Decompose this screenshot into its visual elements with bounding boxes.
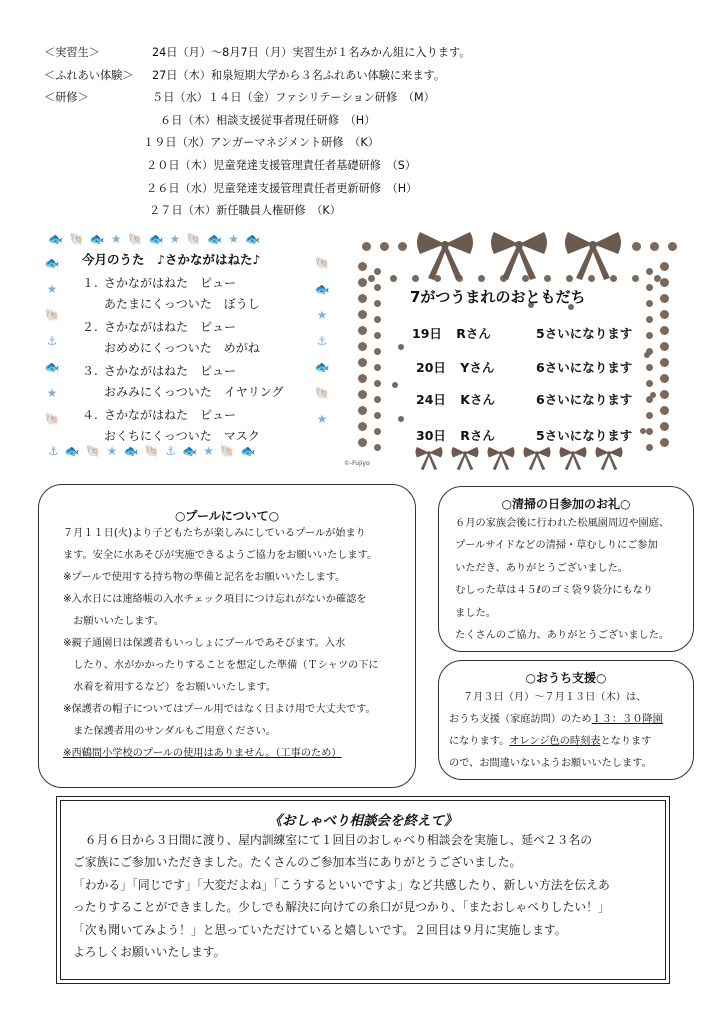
dot-decoration (358, 422, 367, 431)
schedule-text: 27日（木）和泉短期大学から３名ふれあい体験に来ます。 (152, 68, 446, 82)
shell-icon: 🐚 (68, 232, 90, 246)
schedule-label: ＜研修＞ (44, 91, 89, 105)
dot-decoration (660, 294, 669, 303)
pool-line: したり、水がかかったりすることを想定した準備（Ｔシャツの下に (63, 660, 379, 671)
home-support-line: ので、お間違いないようお願いいたします。 (449, 758, 652, 769)
shell-icon: 🐚 (127, 232, 149, 246)
timetable-link-text: オレンジ色の時刻表 (509, 736, 601, 747)
dot-decoration (358, 278, 367, 287)
song-verse (82, 274, 260, 311)
home-support-line (449, 731, 691, 753)
anchor-icon: ⚓ (46, 334, 58, 348)
fish-icon: 🐟 (207, 232, 229, 246)
home-support-title: ○おうち支援○ (525, 671, 607, 685)
dot-decoration (660, 438, 669, 447)
verse-number: １. (82, 276, 98, 290)
dot-decoration (398, 242, 407, 251)
dot-decoration (374, 268, 381, 275)
pool-box (38, 484, 416, 788)
pool-line: ※保護者の帽子についてはプール用ではなく日よけ用で大丈夫です。 (63, 704, 376, 715)
birthday-date: 24日 (416, 392, 446, 407)
dot-decoration (660, 422, 669, 431)
shell-icon: 🐚 (219, 444, 241, 458)
shell-icon: 🐚 (314, 386, 330, 400)
pool-text (63, 523, 413, 765)
dot-decoration (646, 364, 653, 371)
cleanup-line: いただき、ありがとうございました。 (445, 562, 628, 574)
cleanup-box (438, 486, 694, 652)
home-support-text (449, 687, 691, 775)
starfish-icon: ★ (46, 282, 58, 296)
schedule-text: １９日（水）アンガーマネジメント研修 （K） (143, 136, 379, 150)
birthday-frame (344, 232, 684, 474)
fish-icon: 🐟 (48, 232, 69, 246)
dot-decoration (646, 316, 653, 323)
dot-decoration (398, 344, 404, 350)
dot-decoration (660, 326, 669, 335)
fish-icon: 🐟 (44, 256, 60, 270)
cleanup-line: ました。 (445, 607, 496, 619)
fish-icon: 🐟 (182, 444, 204, 458)
talk-line: ったりすることができました。少しでも解決に向けての糸口が見つかり、「またおしゃべりしたい！」 (73, 900, 610, 915)
schedule-row (0, 87, 724, 110)
cleanup-line: プールサイドなどの清掃・草むしりにご参加 (445, 540, 658, 552)
cleanup-line: ６月の家族会後に行われた松風園周辺や園庭、 (445, 518, 670, 529)
fish-icon: 🐟 (240, 444, 262, 458)
birthday-name: Yさん (460, 360, 495, 375)
schedule-row (0, 132, 724, 155)
schedule-row (0, 178, 724, 201)
dot-decoration (646, 300, 653, 307)
shell-icon: 🐚 (44, 308, 60, 322)
dot-decoration (646, 428, 653, 435)
starfish-icon: ★ (316, 412, 328, 426)
dot-decoration (392, 382, 398, 388)
talk-line: ご家族にご参加いただきました。たくさんのご参加本当にありがとうございました。 (73, 855, 522, 870)
dot-decoration (358, 374, 367, 383)
talk-title: 《おしゃべり相談会を終えて》 (268, 813, 458, 829)
birthday-name: Rさん (460, 428, 495, 443)
dot-decoration (644, 352, 650, 358)
birthday-row (416, 390, 633, 408)
anchor-icon: ⚓ (48, 444, 65, 458)
pool-line: ※親子通園日は保護者もいっしょにプールであそびます。入水 (63, 638, 346, 649)
verse-line: おめめにくっついた めがね (104, 341, 260, 355)
talk-line: ６月６日から３日間に渡り、屋内訓練室にて１回目のおしゃべり相談会を実施し、延べ２３名の (73, 833, 593, 847)
schedule-row (0, 42, 724, 65)
home-support-line (449, 709, 691, 731)
shell-icon: 🐚 (85, 444, 107, 458)
text-span: になります。 (449, 736, 510, 747)
dot-decoration (380, 242, 389, 251)
dot-decoration (646, 380, 653, 387)
dot-decoration (398, 416, 404, 422)
dot-decoration (646, 332, 653, 339)
sea-border-top (48, 232, 266, 246)
schedule-text: ５日（水）１４日（金）ファシリテーション研修 （M） (152, 91, 435, 105)
pool-line: ※入水日には連絡帳の入水チェック項目につけ忘れがないか確認を (63, 594, 367, 605)
dot-decoration (368, 275, 375, 282)
birthday-date: 20日 (416, 360, 446, 375)
dot-decoration (374, 444, 381, 451)
fish-icon: 🐟 (314, 282, 330, 296)
song-box (44, 232, 332, 460)
dot-decoration (358, 342, 367, 351)
bow-icon (562, 228, 624, 282)
dot-decoration (646, 268, 653, 275)
schedule-section (0, 42, 724, 224)
dot-decoration (358, 438, 367, 447)
dot-decoration (660, 358, 669, 367)
verse-number: ３. (82, 364, 98, 378)
verse-number: ２. (82, 320, 98, 334)
fish-icon: 🐟 (44, 360, 60, 374)
birthday-name: Rさん (456, 326, 491, 341)
talk-line: 「次も聞いてみよう！」と思っていただけていると嬉しいです。２回目は９月に実施します。 (73, 922, 567, 937)
starfish-icon: ★ (169, 232, 187, 246)
sea-border-left (44, 250, 60, 432)
shell-icon: 🐚 (44, 412, 60, 426)
birthday-row (416, 358, 633, 376)
dot-decoration (660, 406, 669, 415)
schedule-row (0, 110, 724, 133)
dot-decoration (374, 396, 381, 403)
small-bow-icon (558, 444, 588, 472)
birthday-row (412, 324, 633, 342)
dot-decoration (358, 294, 367, 303)
dot-decoration (650, 392, 656, 398)
schedule-row (0, 65, 724, 88)
schedule-row (0, 200, 724, 223)
cleanup-line: たくさんのご協力、ありがとうございました。 (445, 630, 670, 642)
anchor-icon: ⚓ (316, 334, 328, 348)
pool-title: ○プールについて○ (174, 509, 280, 523)
verse-line: あたまにくっついた ぼうし (104, 297, 260, 311)
text-span: おうち支援（家庭訪問）のため (449, 714, 592, 725)
starfish-icon: ★ (203, 444, 220, 458)
cleanup-line: むしった草は４５ℓのゴミ袋９袋分にもなり (445, 585, 653, 597)
sea-border-right (314, 250, 330, 432)
dot-decoration (358, 326, 367, 335)
shell-icon: 🐚 (186, 232, 208, 246)
illustration-credit: ©-Fujiyo (344, 460, 370, 467)
pool-line: 水着を着用するなど）をお願いいたします。 (63, 682, 277, 693)
dot-decoration (660, 278, 669, 287)
shell-icon: 🐚 (314, 256, 330, 270)
pool-line: ７月１１日(火)より子どもたちが楽しみにしているプールが始まり (63, 528, 366, 539)
fish-icon: 🐟 (64, 444, 86, 458)
fish-icon: 🐟 (314, 360, 330, 374)
text-span: となります (600, 736, 652, 747)
birthday-date: 19日 (412, 326, 442, 341)
pickup-time: １３：３０降園 (591, 714, 663, 725)
home-support-box (438, 660, 694, 780)
birthday-title: 7がつうまれのおともだち (410, 288, 586, 306)
verse-number: ４. (82, 408, 98, 422)
pool-line: ※西鶴間小学校のプールの使用はありません。（工事のため） (63, 748, 342, 759)
shell-icon: 🐚 (144, 444, 166, 458)
birthday-name: Kさん (460, 392, 495, 407)
schedule-text: ２０日（木）児童発達支援管理責任者基礎研修 （S） (146, 159, 417, 172)
anchor-icon: ⚓ (165, 444, 183, 458)
fish-icon: 🐟 (89, 232, 111, 246)
dot-decoration (660, 342, 669, 351)
starfish-icon: ★ (46, 386, 58, 400)
dot-decoration (358, 406, 367, 415)
dot-decoration (390, 275, 397, 282)
dot-decoration (374, 428, 381, 435)
dot-decoration (660, 310, 669, 319)
birthday-age: 6さいになります (536, 392, 633, 407)
pool-line: ます。安全に水あそびが実施できるようご協力をお願いいたします。 (63, 550, 378, 561)
dot-decoration (362, 242, 371, 251)
schedule-label: ＜ふれあい体験＞ (44, 68, 134, 82)
pool-line: お願いいたします。 (63, 616, 165, 627)
dot-decoration (358, 358, 367, 367)
song-title: 今月のうた ♪さかながはねた♪ (82, 252, 261, 267)
dot-decoration (374, 412, 381, 419)
dot-decoration (650, 242, 659, 251)
verse-line: おみみにくっついた イヤリング (104, 385, 284, 399)
dot-decoration (478, 275, 485, 282)
dot-decoration (358, 310, 367, 319)
small-bow-icon (486, 444, 516, 472)
schedule-text: ６日（木）相談支援従事者現任研修 （H） (160, 113, 376, 127)
dot-decoration (374, 284, 381, 291)
schedule-text: 24日（月）～8月7日（月）実習生が１名みかん組に入ります。 (152, 46, 471, 59)
dot-decoration (358, 262, 367, 271)
dot-decoration (374, 380, 381, 387)
dot-decoration (660, 374, 669, 383)
talk-session-box (60, 800, 666, 980)
fish-icon: 🐟 (148, 232, 170, 246)
verse-line: さかながはねた ピュー (104, 320, 237, 334)
song-verse (82, 362, 284, 399)
cleanup-title: ○清掃の日参加のお礼○ (501, 497, 631, 511)
verse-line: さかながはねた ピュー (104, 276, 237, 290)
dot-decoration (374, 300, 381, 307)
dot-decoration (374, 364, 381, 371)
birthday-date: 30日 (416, 428, 446, 443)
dot-decoration (358, 390, 367, 399)
schedule-text: ２７日（木）新任職員人権研修 （K） (149, 204, 341, 218)
small-bow-icon (522, 444, 552, 472)
dot-decoration (668, 242, 677, 251)
verse-line: おくちにくっついた マスク (104, 429, 260, 443)
dot-decoration (646, 284, 653, 291)
song-verse (82, 406, 260, 443)
dot-decoration (374, 348, 381, 355)
dot-decoration (640, 428, 646, 434)
starfish-icon: ★ (316, 308, 328, 322)
starfish-icon: ★ (228, 232, 245, 246)
talk-line: 「わかる」「同じです」「大変だよね」「こうするといいですよ」など共感したり、新しい方法を伝えあ (73, 877, 610, 892)
schedule-label: ＜実習生＞ (44, 46, 100, 59)
starfish-icon: ★ (110, 232, 128, 246)
home-support-line: ７月３日（月）～７月１３日（木）は、 (463, 692, 647, 703)
birthday-age: 5さいになります (536, 428, 633, 443)
pool-line: ※プールで使用する持ち物の準備と記名をお願いいたします。 (63, 572, 346, 583)
verse-line: さかながはねた ピュー (104, 364, 237, 378)
birthday-age: 5さいになります (536, 326, 633, 341)
small-bow-icon (450, 444, 480, 472)
fish-icon: 🐟 (244, 232, 266, 246)
fish-icon: 🐟 (123, 444, 145, 458)
talk-line: よろしくお願いいたします。 (73, 945, 226, 960)
pool-line: また保護者用のサンダルもご用意ください。 (63, 726, 277, 737)
talk-text (73, 829, 663, 963)
dot-decoration (632, 275, 639, 282)
starfish-icon: ★ (106, 444, 124, 458)
dot-decoration (660, 390, 669, 399)
verse-line: さかながはねた ピュー (104, 408, 237, 422)
schedule-row (0, 155, 724, 178)
song-verse (82, 318, 260, 355)
dot-decoration (646, 412, 653, 419)
dot-decoration (374, 332, 381, 339)
small-bow-icon (594, 444, 624, 472)
sea-border-bottom (48, 444, 262, 458)
dot-decoration (660, 262, 669, 271)
bow-icon (414, 228, 476, 282)
dot-decoration (374, 316, 381, 323)
dot-decoration (646, 444, 653, 451)
birthday-age: 6さいになります (536, 360, 633, 375)
cleanup-text (445, 513, 691, 647)
small-bow-icon (414, 444, 444, 472)
birthday-row (416, 426, 633, 444)
bow-icon (488, 228, 550, 282)
dot-decoration (632, 242, 641, 251)
schedule-text: ２６日（水）児童発達支援管理責任者更新研修 （H） (146, 181, 418, 195)
